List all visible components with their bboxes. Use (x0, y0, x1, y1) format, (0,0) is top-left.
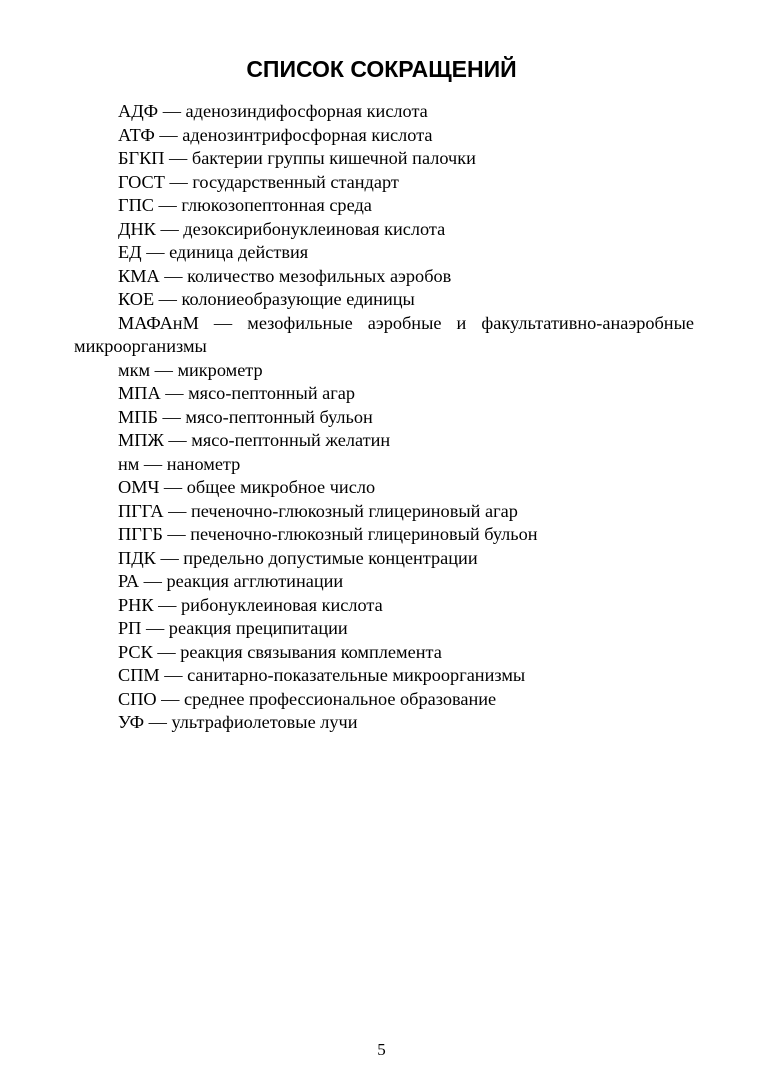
abbreviation-meaning: мезофильные аэробные и факультативно-анаэробные микроорганизмы (74, 312, 694, 356)
abbreviation-term: МПЖ (118, 430, 164, 450)
abbreviation-meaning: печеночно-глюкозный глицериновый агар (190, 500, 518, 521)
abbreviation-term: ПГГА (118, 500, 164, 521)
abbreviation-term: АТФ (118, 124, 155, 145)
abbreviation-meaning: реакция преципитации (168, 618, 348, 638)
abbreviation-entry: мкм — микрометр (118, 359, 263, 380)
abbreviation-term: ГПС (118, 195, 154, 215)
page-title: СПИСОК СОКРАЩЕНИЙ (246, 56, 517, 82)
abbreviation-term: нм (118, 453, 140, 474)
abbreviation-entry: ЕД — единица действия (118, 242, 309, 262)
abbreviation-term: СПМ (118, 665, 160, 685)
abbreviation-entry: БГКП — бактерии группы кишечной палочки (118, 148, 476, 168)
abbreviation-meaning: нанометр (166, 453, 241, 474)
abbreviation-term: ЕД (118, 242, 142, 262)
abbreviation-entry: ПГГА — печеночно-глюкозный глицериновый агар (118, 500, 518, 521)
abbreviation-term: ДНК (118, 218, 156, 239)
page-number: 5 (377, 1040, 386, 1059)
abbreviation-term: МПБ (118, 406, 158, 427)
abbreviation-meaning: количество мезофильных аэробов (187, 265, 452, 286)
abbreviation-entry: МПЖ — мясо-пептонный желатин (118, 430, 391, 450)
abbreviation-meaning: общее микробное число (186, 477, 376, 497)
abbreviation-meaning: микрометр (177, 359, 263, 380)
abbreviation-meaning: реакция агглютинации (166, 571, 344, 591)
abbreviation-entry: АДФ — аденозиндифосфорная кислота (118, 101, 428, 121)
abbreviation-entry: ОМЧ — общее микробное число (118, 477, 376, 497)
abbreviation-meaning: печеночно-глюкозный глицериновый бульон (190, 524, 538, 544)
abbreviation-term: РА (118, 571, 140, 591)
abbreviation-entry: РСК — реакция связывания комплемента (118, 641, 442, 662)
abbreviation-meaning: мясо-пептонный желатин (191, 430, 391, 450)
abbreviation-meaning: мясо-пептонный бульон (185, 406, 373, 427)
abbreviation-term: МАФАнМ (118, 312, 199, 333)
abbreviation-entry: РА — реакция агглютинации (118, 571, 344, 591)
abbreviation-meaning: государственный стандарт (192, 171, 399, 192)
abbreviation-entry: ПГГБ — печеночно-глюкозный глицериновый бульон (118, 524, 538, 544)
abbreviation-entry: УФ — ультрафиолетовые лучи (118, 712, 358, 732)
abbreviation-meaning: ультрафиолетовые лучи (171, 712, 358, 732)
abbreviation-term: РП (118, 618, 142, 638)
abbreviation-entry: ДНК — дезоксирибонуклеиновая кислота (118, 218, 446, 239)
abbreviation-meaning: санитарно-показательные микроорганизмы (187, 665, 526, 685)
abbreviation-term: ПГГБ (118, 524, 163, 544)
abbreviation-entry: ГОСТ — государственный стандарт (118, 171, 399, 192)
abbreviation-meaning: предельно допустимые концентрации (183, 547, 478, 568)
abbreviation-entry: ГПС — глюкозопептонная среда (118, 195, 372, 215)
abbreviation-entry: ПДК — предельно допустимые концентрации (118, 547, 478, 568)
abbreviation-entry: РП — реакция преципитации (118, 618, 348, 638)
abbreviation-meaning: дезоксирибонуклеиновая кислота (183, 218, 446, 239)
abbreviation-meaning: аденозинтрифосфорная кислота (182, 124, 433, 145)
abbreviation-term: МПА (118, 383, 161, 403)
abbreviation-term: КОЕ (118, 289, 155, 309)
abbreviation-meaning: среднее профессиональное образование (184, 688, 497, 709)
abbreviation-list (74, 100, 694, 735)
abbreviation-entry: РНК — рибонуклеиновая кислота (118, 594, 383, 615)
abbreviation-meaning: глюкозопептонная среда (181, 195, 372, 215)
abbreviation-meaning: бактерии группы кишечной палочки (191, 148, 476, 168)
abbreviation-entry: КМА — количество мезофильных аэробов (118, 265, 452, 286)
abbreviation-term: ПДК (118, 547, 156, 568)
abbreviation-meaning: аденозиндифосфорная кислота (185, 101, 428, 121)
abbreviation-term: КМА (118, 265, 160, 286)
abbreviation-entry: МПА — мясо-пептонный агар (118, 383, 356, 403)
abbreviation-term: ОМЧ (118, 477, 160, 497)
abbreviation-meaning: мясо-пептонный агар (188, 383, 356, 403)
abbreviation-meaning: рибонуклеиновая кислота (181, 594, 383, 615)
abbreviation-term: УФ (118, 712, 145, 732)
abbreviation-meaning: единица действия (169, 242, 309, 262)
abbreviation-term: АДФ (118, 101, 159, 121)
abbreviation-term: РНК (118, 594, 154, 615)
abbreviation-entry: АТФ — аденозинтрифосфорная кислота (118, 124, 433, 145)
abbreviation-entry: КОЕ — колониеобразующие единицы (118, 289, 415, 309)
abbreviation-term: ГОСТ (118, 171, 165, 192)
abbreviation-term: РСК (118, 641, 153, 662)
abbreviation-entry: СПО — среднее профессиональное образование (118, 688, 497, 709)
abbreviation-entry: МПБ — мясо-пептонный бульон (118, 406, 373, 427)
abbreviation-meaning: реакция связывания комплемента (180, 641, 442, 662)
abbreviation-term: СПО (118, 688, 157, 709)
abbreviation-meaning: колониеобразующие единицы (181, 289, 415, 309)
abbreviation-entry: МАФАнМ — мезофильные аэробные и факультативно-анаэробные микроорганизмы (74, 312, 694, 356)
abbreviation-entry: СПМ — санитарно-показательные микроорганизмы (118, 665, 526, 685)
abbreviation-term: мкм (118, 359, 151, 380)
abbreviation-term: БГКП (118, 148, 165, 168)
abbreviation-entry: нм — нанометр (118, 453, 241, 474)
